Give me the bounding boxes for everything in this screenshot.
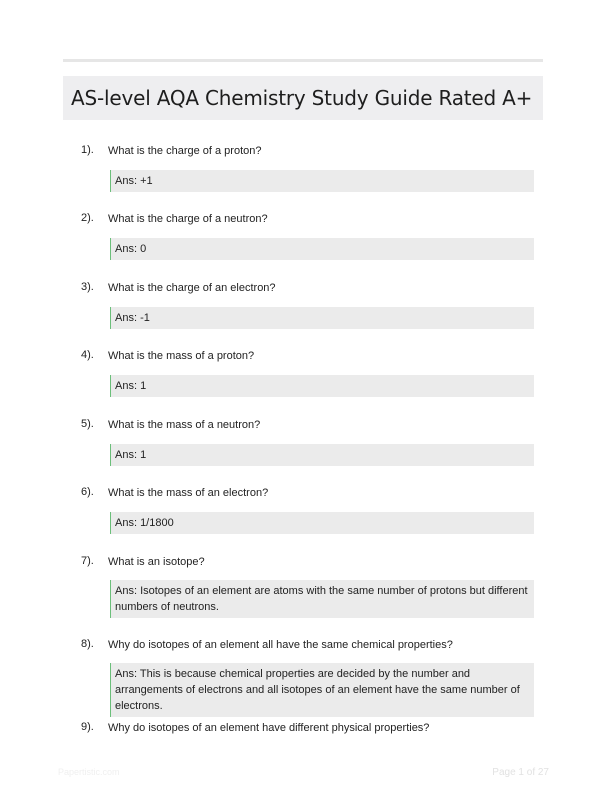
question-number: 3).	[81, 281, 94, 293]
page-title: AS-level AQA Chemistry Study Guide Rated A+	[71, 86, 533, 110]
question-text: Why do isotopes of an element all have the same chemical properties?	[108, 639, 453, 651]
question-number: 9).	[81, 721, 94, 733]
answer-box: Ans: 0	[110, 238, 534, 260]
question-text: What is the charge of a proton?	[108, 145, 262, 157]
question-text: What is the mass of a proton?	[108, 350, 255, 362]
question-text: What is an isotope?	[108, 556, 205, 568]
answer-box: Ans: 1	[110, 444, 534, 466]
answer-box: Ans: 1	[110, 375, 534, 397]
footer-page-number: Page 1 of 27	[492, 767, 549, 778]
answer-box: Ans: This is because chemical properties are decided by the number and arrangements of electrons and all isotopes of an element have the same number of electrons.	[110, 663, 534, 717]
answer-box: Ans: Isotopes of an element are atoms with the same number of protons but different numbers of neutrons.	[110, 580, 534, 618]
question-number: 1).	[81, 144, 94, 156]
answer-box: Ans: 1/1800	[110, 512, 534, 534]
answer-box: Ans: -1	[110, 307, 534, 329]
question-number: 2).	[81, 212, 94, 224]
question-text: What is the mass of an electron?	[108, 487, 269, 499]
question-text: Why do isotopes of an element have different physical properties?	[108, 722, 430, 734]
footer-site-watermark: Papertistic.com	[58, 767, 120, 777]
question-text: What is the charge of a neutron?	[108, 213, 268, 225]
question-number: 5).	[81, 418, 94, 430]
question-number: 4).	[81, 349, 94, 361]
question-number: 6).	[81, 486, 94, 498]
question-number: 7).	[81, 555, 94, 567]
answer-box: Ans: +1	[110, 170, 534, 192]
question-text: What is the charge of an electron?	[108, 282, 276, 294]
question-text: What is the mass of a neutron?	[108, 419, 261, 431]
question-number: 8).	[81, 638, 94, 650]
